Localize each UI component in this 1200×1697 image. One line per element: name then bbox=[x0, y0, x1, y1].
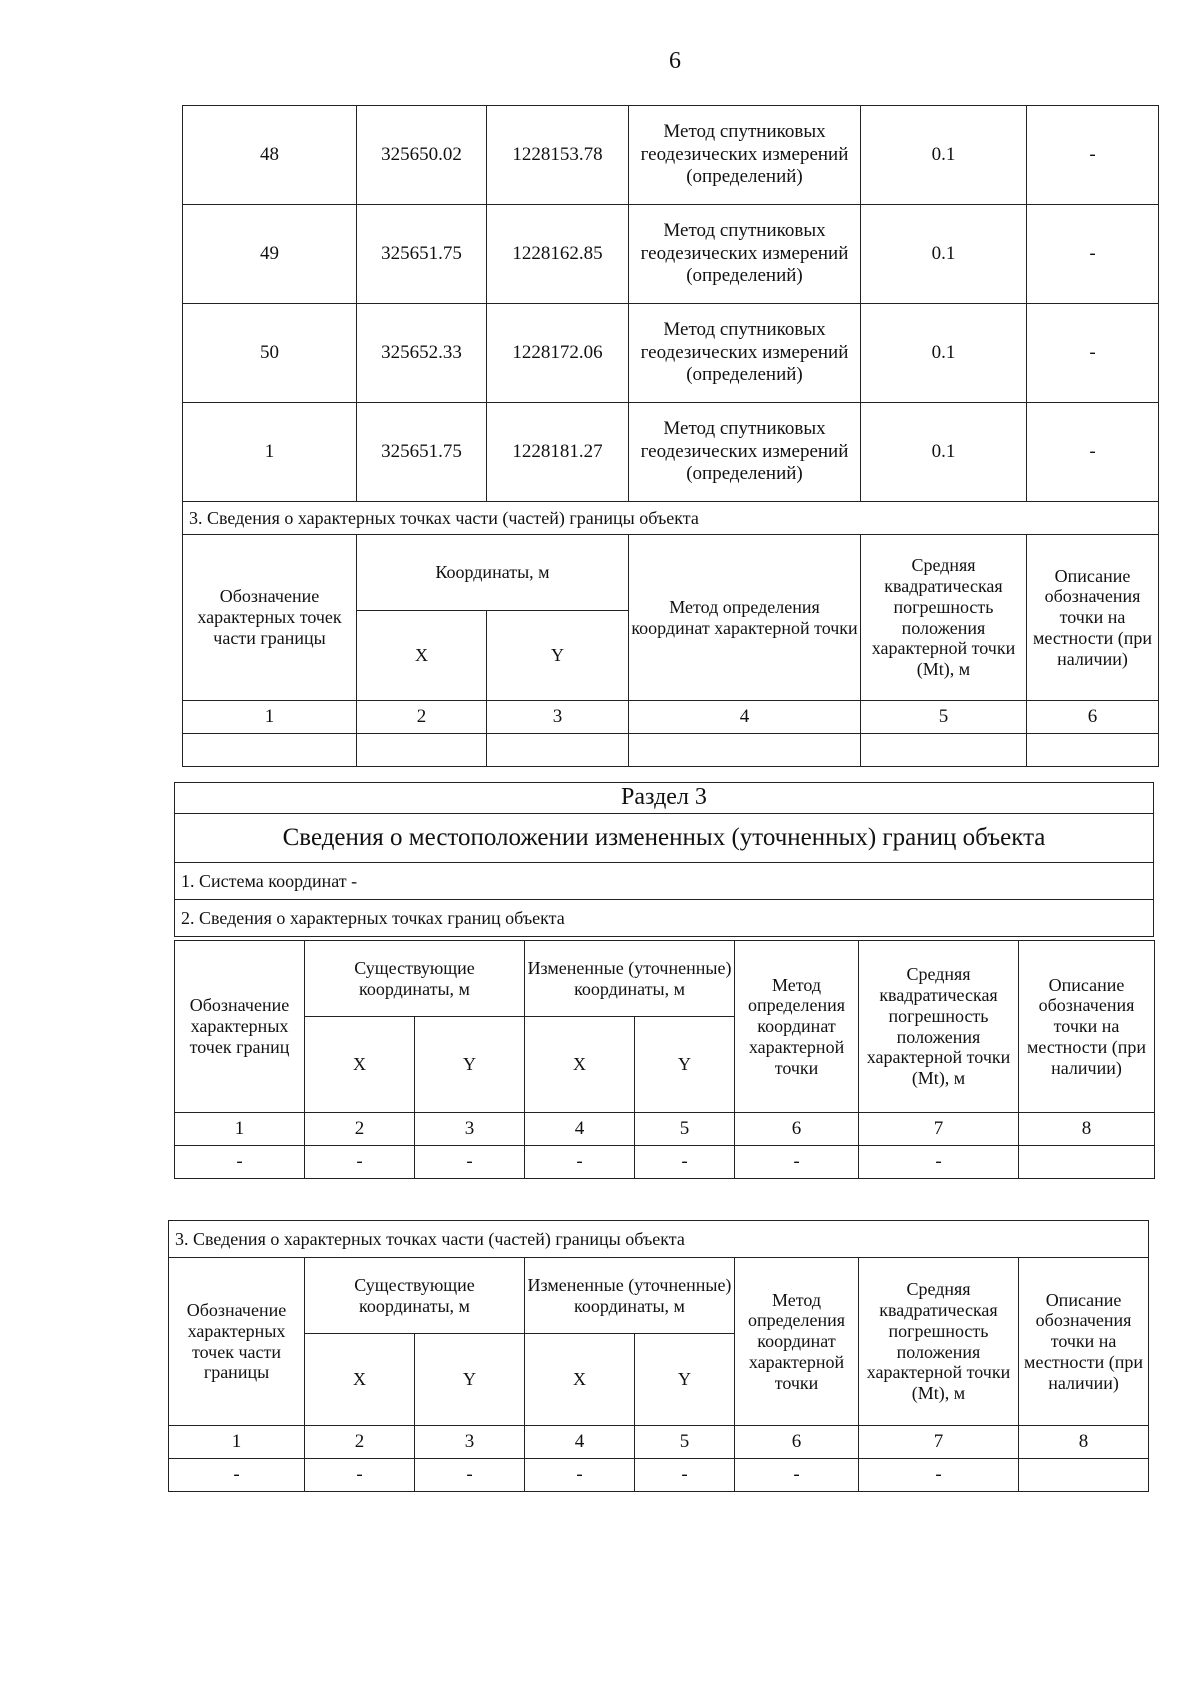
column-number: 2 bbox=[305, 1113, 415, 1146]
table-row bbox=[183, 403, 1159, 502]
empty-cell bbox=[629, 734, 861, 767]
header-coords: Координаты, м bbox=[357, 535, 629, 611]
mt-cell: 0.1 bbox=[861, 304, 1027, 403]
header-y: Y bbox=[487, 611, 629, 701]
coord-x: 325651.75 bbox=[357, 403, 487, 502]
coord-y: 1228162.85 bbox=[487, 205, 629, 304]
coord-y: 1228153.78 bbox=[487, 106, 629, 205]
header-existing: Существующие координаты, м bbox=[305, 1258, 525, 1334]
header-method: Метод определения координат характерной точки bbox=[735, 941, 859, 1113]
dash-cell: - bbox=[735, 1459, 859, 1492]
header-x: X bbox=[305, 1017, 415, 1113]
dash-cell bbox=[1019, 1459, 1149, 1492]
header-y: Y bbox=[415, 1017, 525, 1113]
dash-cell: - bbox=[169, 1459, 305, 1492]
mt-cell: 0.1 bbox=[861, 403, 1027, 502]
empty-cell bbox=[487, 734, 629, 767]
column-number: 2 bbox=[305, 1426, 415, 1459]
header-x: X bbox=[525, 1017, 635, 1113]
header-changed: Измененные (уточненные) координаты, м bbox=[525, 941, 735, 1017]
column-number: 3 bbox=[415, 1426, 525, 1459]
column-number: 2 bbox=[357, 701, 487, 734]
column-number: 3 bbox=[487, 701, 629, 734]
column-number: 1 bbox=[169, 1426, 305, 1459]
dash-cell: - bbox=[525, 1459, 635, 1492]
header-description: Описание обозначения точки на местности (при наличии) bbox=[1019, 1258, 1149, 1426]
table-row bbox=[183, 106, 1159, 205]
dash-cell: - bbox=[415, 1146, 525, 1179]
column-number: 1 bbox=[183, 701, 357, 734]
point-number: 48 bbox=[183, 106, 357, 205]
part-points-title: 3. Сведения о характерных точках части (частей) границы объекта bbox=[169, 1221, 1149, 1258]
method-cell: Метод спутниковых геодезических измерений (определений) bbox=[629, 106, 861, 205]
dash-cell: - bbox=[305, 1146, 415, 1179]
table-row bbox=[183, 205, 1159, 304]
table-row bbox=[183, 304, 1159, 403]
column-number: 6 bbox=[735, 1426, 859, 1459]
dash-cell bbox=[1019, 1146, 1155, 1179]
header-description: Описание обозначения точки на местности (при наличии) bbox=[1027, 535, 1159, 701]
empty-cell bbox=[183, 734, 357, 767]
description-cell: - bbox=[1027, 304, 1159, 403]
header-mt: Средняя квадратическая погрешность положения характерной точки (Mt), м bbox=[859, 941, 1019, 1113]
header-x: X bbox=[525, 1334, 635, 1426]
dash-cell: - bbox=[859, 1459, 1019, 1492]
coord-x: 325651.75 bbox=[357, 205, 487, 304]
header-y: Y bbox=[635, 1334, 735, 1426]
section-title: Сведения о местоположении измененных (уточненных) границ объекта bbox=[175, 814, 1154, 863]
column-number: 6 bbox=[735, 1113, 859, 1146]
header-x: X bbox=[357, 611, 487, 701]
coord-x: 325650.02 bbox=[357, 106, 487, 205]
dash-cell: - bbox=[635, 1459, 735, 1492]
page-number: 6 bbox=[669, 48, 681, 74]
coord-y: 1228181.27 bbox=[487, 403, 629, 502]
coord-y: 1228172.06 bbox=[487, 304, 629, 403]
section2-points-table bbox=[182, 105, 1159, 767]
section3-part-points-table bbox=[168, 1220, 1149, 1492]
header-y: Y bbox=[415, 1334, 525, 1426]
dash-cell: - bbox=[175, 1146, 305, 1179]
points-title: 2. Сведения о характерных точках границ объекта bbox=[175, 900, 1154, 937]
header-y: Y bbox=[635, 1017, 735, 1113]
column-number: 5 bbox=[635, 1426, 735, 1459]
column-number: 5 bbox=[635, 1113, 735, 1146]
header-existing: Существующие координаты, м bbox=[305, 941, 525, 1017]
header-mt: Средняя квадратическая погрешность положения характерной точки (Mt), м bbox=[859, 1258, 1019, 1426]
mt-cell: 0.1 bbox=[861, 205, 1027, 304]
header-method: Метод определения координат характерной точки bbox=[629, 535, 861, 701]
empty-cell bbox=[1027, 734, 1159, 767]
header-method: Метод определения координат характерной точки bbox=[735, 1258, 859, 1426]
dash-cell: - bbox=[415, 1459, 525, 1492]
section3-points-table bbox=[174, 940, 1155, 1179]
header-x: X bbox=[305, 1334, 415, 1426]
dash-cell: - bbox=[305, 1459, 415, 1492]
column-number: 7 bbox=[859, 1113, 1019, 1146]
part-points-title: 3. Сведения о характерных точках части (частей) границы объекта bbox=[183, 502, 1159, 535]
mt-cell: 0.1 bbox=[861, 106, 1027, 205]
dash-cell: - bbox=[735, 1146, 859, 1179]
column-number: 4 bbox=[525, 1426, 635, 1459]
description-cell: - bbox=[1027, 106, 1159, 205]
dash-cell: - bbox=[635, 1146, 735, 1179]
method-cell: Метод спутниковых геодезических измерений (определений) bbox=[629, 304, 861, 403]
method-cell: Метод спутниковых геодезических измерений (определений) bbox=[629, 403, 861, 502]
column-number: 6 bbox=[1027, 701, 1159, 734]
description-cell: - bbox=[1027, 403, 1159, 502]
column-number: 8 bbox=[1019, 1113, 1155, 1146]
column-number: 8 bbox=[1019, 1426, 1149, 1459]
header-designation: Обозначение характерных точек части границы bbox=[183, 535, 357, 701]
column-number: 4 bbox=[629, 701, 861, 734]
dash-cell: - bbox=[859, 1146, 1019, 1179]
column-number: 4 bbox=[525, 1113, 635, 1146]
column-number: 1 bbox=[175, 1113, 305, 1146]
point-number: 49 bbox=[183, 205, 357, 304]
coord-x: 325652.33 bbox=[357, 304, 487, 403]
header-changed: Измененные (уточненные) координаты, м bbox=[525, 1258, 735, 1334]
column-number: 7 bbox=[859, 1426, 1019, 1459]
section-heading: Раздел 3 bbox=[175, 783, 1154, 814]
column-number: 3 bbox=[415, 1113, 525, 1146]
header-mt: Средняя квадратическая погрешность положения характерной точки (Mt), м bbox=[861, 535, 1027, 701]
empty-cell bbox=[357, 734, 487, 767]
empty-cell bbox=[861, 734, 1027, 767]
header-description: Описание обозначения точки на местности (при наличии) bbox=[1019, 941, 1155, 1113]
column-number: 5 bbox=[861, 701, 1027, 734]
coord-system-line: 1. Система координат - bbox=[175, 863, 1154, 900]
description-cell: - bbox=[1027, 205, 1159, 304]
point-number: 50 bbox=[183, 304, 357, 403]
header-designation: Обозначение характерных точек границ bbox=[175, 941, 305, 1113]
method-cell: Метод спутниковых геодезических измерений (определений) bbox=[629, 205, 861, 304]
dash-cell: - bbox=[525, 1146, 635, 1179]
section3-heading-table bbox=[174, 782, 1154, 937]
header-designation: Обозначение характерных точек части границы bbox=[169, 1258, 305, 1426]
point-number: 1 bbox=[183, 403, 357, 502]
